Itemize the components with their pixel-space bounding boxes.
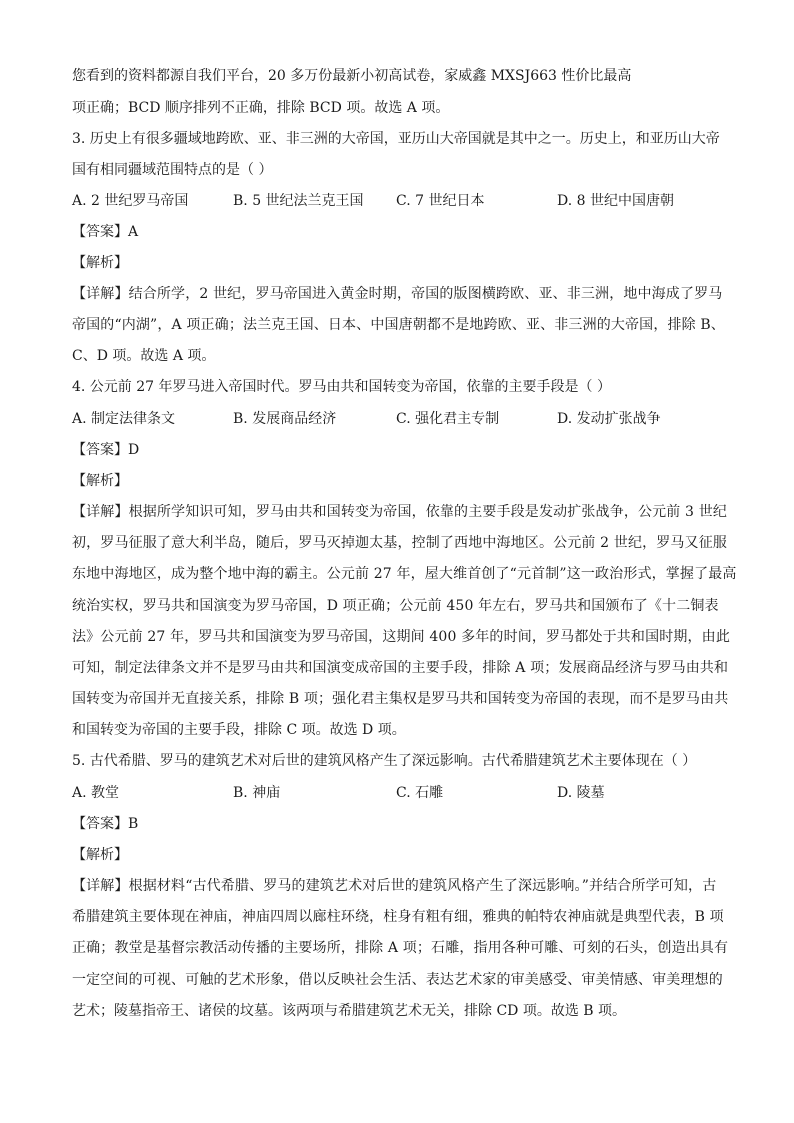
question-5-option-a: A. 教堂 <box>72 785 120 801</box>
question-4-detail-line-5: 法》公元前 27 年，罗马共和国演变为罗马帝国，这期间 400 多年的时间，罗马都处于共和国时期，由此 <box>72 629 730 645</box>
question-3-stem-line-2: 国有相同疆域范围特点的是（ ） <box>72 162 273 178</box>
carry-over-text: 项正确；BCD 顺序排列不正确，排除 BCD 项。故选 A 项。 <box>72 100 450 116</box>
question-4-detail-line-8: 和国转变为帝国的主要手段，排除 C 项。故选 D 项。 <box>72 722 406 738</box>
header-notice: 您看到的资料都源自我们平台，20 多万份最新小初高试卷，家威鑫 MXSJ663 性价比最高 <box>72 68 632 84</box>
question-5-detail-line-5: 艺术；陵墓指帝王、诸侯的坟墓。该两项与希腊建筑艺术无关，排除 CD 项。故选 B 项。 <box>72 1003 627 1019</box>
question-3-analysis-heading: 【解析】 <box>72 255 128 271</box>
question-5-option-d: D. 陵墓 <box>557 785 605 801</box>
question-4-detail-line-4: 统治实权，罗马共和国演变为罗马帝国，D 项正确；公元前 450 年左右，罗马共和国颁布了《十二铜表 <box>72 598 719 614</box>
question-5-stem-line-1: 5. 古代希腊、罗马的建筑艺术对后世的建筑风格产生了深远影响。古代希腊建筑艺术主要体现在（ ） <box>72 753 697 769</box>
question-4-option-a: A. 制定法律条文 <box>72 411 176 427</box>
question-5-detail-line-3: 正确；教堂是基督宗教活动传播的主要场所，排除 A 项；石雕，指用各种可雕、可刻的石头，创造出具有 <box>72 940 729 956</box>
question-3-detail-line-2: 帝国的“内湖”，A 项正确；法兰克王国、日本、中国唐朝都不是地跨欧、亚、非三洲的大帝国，排除 B、 <box>72 317 725 333</box>
question-4-detail-line-1: 【详解】根据所学知识可知，罗马由共和国转变为帝国，依靠的主要手段是发动扩张战争，公元前 3 世纪 <box>72 504 728 520</box>
question-5-answer: 【答案】B <box>72 816 139 832</box>
question-3-option-b: B. 5 世纪法兰克王国 <box>233 193 364 209</box>
question-3-stem-line-1: 3. 历史上有很多疆域地跨欧、亚、非三洲的大帝国，亚历山大帝国就是其中之一。历史上，和亚历山大帝 <box>72 131 720 147</box>
question-3-detail-line-1: 【详解】结合所学，2 世纪，罗马帝国进入黄金时期，帝国的版图横跨欧、亚、非三洲，地中海成了罗马 <box>72 286 723 302</box>
question-5-option-b: B. 神庙 <box>233 785 281 801</box>
question-4-detail-line-3: 东地中海地区，成为整个地中海的霸主。公元前 27 年，屋大维首创了“元首制”这一政治形式，掌握了最高 <box>72 566 737 582</box>
question-3-detail-line-3: C、D 项。故选 A 项。 <box>72 348 216 364</box>
question-3-option-a: A. 2 世纪罗马帝国 <box>72 193 189 209</box>
question-5-analysis-heading: 【解析】 <box>72 847 128 863</box>
question-5-detail-line-4: 一定空间的可视、可触的艺术形象，借以反映社会生活、表达艺术家的审美感受、审美情感、审美理想的 <box>72 972 723 988</box>
question-5-detail-line-1: 【详解】根据材料“古代希腊、罗马的建筑艺术对后世的建筑风格产生了深远影响。”并结合所学可知，古 <box>72 878 717 894</box>
question-4-option-b: B. 发展商品经济 <box>233 411 337 427</box>
question-4-option-d: D. 发动扩张战争 <box>557 411 661 427</box>
question-4-analysis-heading: 【解析】 <box>72 473 128 489</box>
question-3-answer: 【答案】A <box>72 224 139 240</box>
question-4-detail-line-2: 初，罗马征服了意大利半岛，随后，罗马灭掉迦太基，控制了西地中海地区。公元前 2 世纪，罗马又征服 <box>72 535 728 551</box>
question-3-option-c: C. 7 世纪日本 <box>396 193 485 209</box>
question-5-detail-line-2: 希腊建筑主要体现在神庙，神庙四周以廊柱环绕，柱身有粗有细，雅典的帕特农神庙就是典型代表，B 项 <box>72 909 724 925</box>
question-3-option-d: D. 8 世纪中国唐朝 <box>557 193 674 209</box>
question-4-detail-line-6: 可知，制定法律条文并不是罗马由共和国演变成帝国的主要手段，排除 A 项；发展商品经济与罗马由共和 <box>72 660 729 676</box>
question-5-option-c: C. 石雕 <box>396 785 444 801</box>
question-4-detail-line-7: 国转变为帝国并无直接关系，排除 B 项；强化君主集权是罗马共和国转变为帝国的表现，而不是罗马由共 <box>72 691 729 707</box>
question-4-option-c: C. 强化君主专制 <box>396 411 500 427</box>
question-4-answer: 【答案】D <box>72 442 140 458</box>
question-4-stem-line-1: 4. 公元前 27 年罗马进入帝国时代。罗马由共和国转变为帝国，依靠的主要手段是（ ） <box>72 379 611 395</box>
